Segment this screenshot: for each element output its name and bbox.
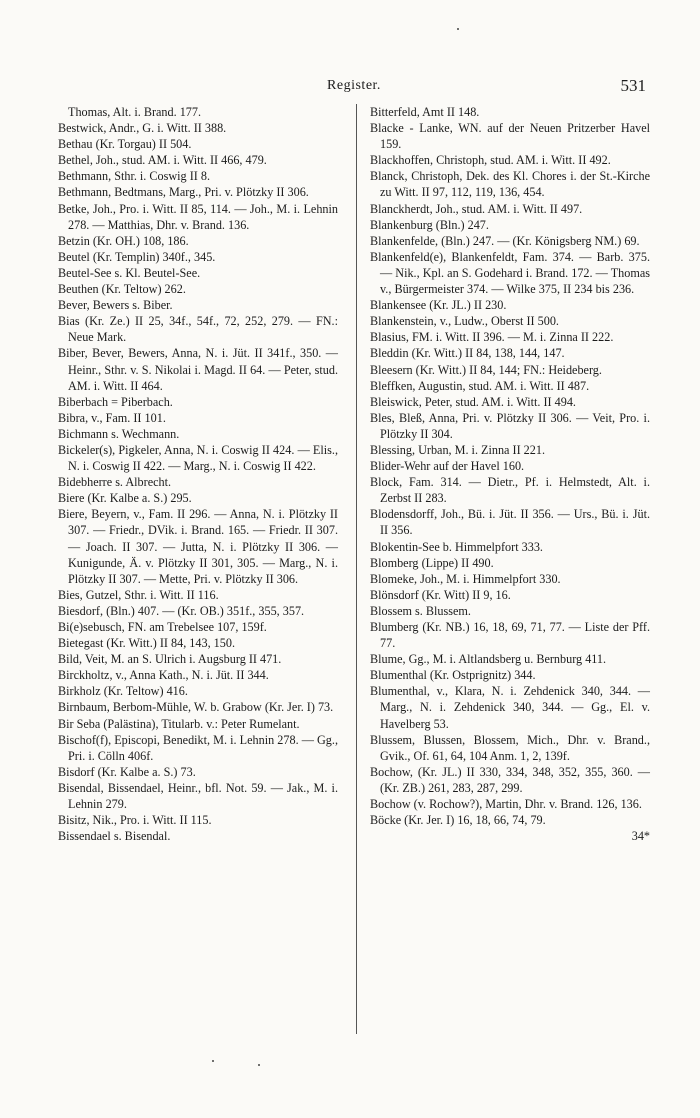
- index-entry: Bisitz, Nik., Pro. i. Witt. II 115.: [58, 813, 212, 828]
- index-entry: Biesdorf, (Bln.) 407. — (Kr. OB.) 351f., 355, 357.: [58, 603, 305, 618]
- index-entry: Bever, Bewers s. Biber.: [58, 298, 173, 313]
- index-entry: Bi(e)sebusch, FN. am Trebelsee 107, 159f.: [58, 620, 267, 634]
- signature-row: [370, 828, 650, 844]
- index-entry: Bleiswick, Peter, stud. AM. i. Witt. II 494.: [370, 394, 576, 409]
- index-entry: Böcke (Kr. Jer. I) 16, 18, 66, 74, 79.: [370, 813, 546, 828]
- index-entry: Biere, Beyern, v., Fam. II 296. — Anna, N. i. Plötzky II 307. — Friedr., DVik. i. Brand. 165. — Friedr. II 307. — Joach. II 307. — Jutta, N. i. Plötzky II 306. — Kunigunde, Ä. v. Plötzky II 301, 305. — Marg., N. i. Plötzky II 307. — Mette, Pri. v. Plötzky II 306.: [58, 507, 338, 586]
- index-entry: Bissendael s. Bisendal.: [58, 829, 171, 844]
- index-entry: Biber, Bever, Bewers, Anna, N. i. Jüt. II 341f., 350. — Heinr., Sthr. v. S. Nikolai i. Magd. II 64. — Peter, stud. AM. i. Witt. II 464.: [58, 346, 338, 393]
- index-entry: Blumenthal (Kr. Ostprignitz) 344.: [370, 668, 536, 683]
- index-entry: Blanck, Christoph, Dek. des Kl. Chores i. der St.-Kirche zu Witt. II 97, 112, 119, 136, 454.: [370, 169, 650, 200]
- index-entry: Blackhoffen, Christoph, stud. AM. i. Witt. II 492.: [370, 153, 611, 168]
- index-entry: Blodensdorff, Joh., Bü. i. Jüt. II 356. — Urs., Bü. i. Jüt. II 356.: [370, 507, 650, 538]
- printer-signature: 34*: [631, 829, 650, 844]
- index-entry: Bethel, Joh., stud. AM. i. Witt. II 466, 479.: [58, 153, 267, 168]
- index-entry: Blacke - Lanke, WN. auf der Neuen Pritzerber Havel 159.: [370, 121, 650, 152]
- speck-mark: [457, 28, 459, 30]
- index-entry: Bies, Gutzel, Sthr. i. Witt. II 116.: [58, 587, 219, 602]
- index-entry: Blume, Gg., M. i. Altlandsberg u. Bernburg 411.: [370, 652, 607, 667]
- index-entry: Birnbaum, Berbom-Mühle, W. b. Grabow (Kr. Jer. I) 73.: [58, 700, 334, 715]
- index-entry: Blankenfelde, (Bln.) 247. — (Kr. Königsberg NM.) 69.: [370, 233, 640, 248]
- index-entry: Bidebherre s. Albrecht.: [58, 475, 172, 490]
- index-entry: Bibra, v., Fam. II 101.: [58, 410, 166, 425]
- index-entry: Biberbach = Piberbach.: [58, 394, 173, 409]
- index-entry: Bickeler(s), Pigkeler, Anna, N. i. Coswig II 424. — Elis., N. i. Coswig II 422. — Marg., N. i. Coswig II 422.: [58, 442, 338, 474]
- column-divider: [356, 104, 357, 1034]
- running-title: Register.: [327, 78, 381, 93]
- index-entry: Bleddin (Kr. Witt.) II 84, 138, 144, 147.: [370, 346, 565, 361]
- index-entry: Betke, Joh., Pro. i. Witt. II 85, 114. — Joh., M. i. Lehnin 278. — Matthias, Dhr. v. Brand. 136.: [58, 201, 338, 232]
- index-entry: Bethau (Kr. Torgau) II 504.: [58, 137, 192, 152]
- index-entry: Bild, Veit, M. an S. Ulrich i. Augsburg II 471.: [58, 652, 282, 667]
- page-number: 531: [620, 76, 646, 95]
- index-entry: Bles, Bleß, Anna, Pri. v. Plötzky II 306. — Veit, Pro. i. Plötzky II 304.: [370, 410, 650, 441]
- index-entry: Bichmann s. Wechmann.: [58, 426, 180, 441]
- index-entry: Blasius, FM. i. Witt. II 396. — M. i. Zinna II 222.: [370, 330, 614, 345]
- index-entry: Biere (Kr. Kalbe a. S.) 295.: [58, 491, 192, 506]
- index-entry: Bethmann, Sthr. i. Coswig II 8.: [58, 169, 211, 184]
- index-entry: Blumberg (Kr. NB.) 16, 18, 69, 71, 77. — Liste der Pff. 77.: [370, 620, 650, 651]
- right-column: [370, 104, 650, 844]
- index-entry: Bestwick, Andr., G. i. Witt. II 388.: [58, 121, 227, 136]
- index-entry: Blankenstein, v., Ludw., Oberst II 500.: [370, 314, 559, 329]
- index-entry: Beutel (Kr. Templin) 340f., 345.: [58, 249, 216, 264]
- index-entry: Thomas, Alt. i. Brand. 177.: [68, 105, 202, 119]
- index-entry: Blomeke, Joh., M. i. Himmelpfort 330.: [370, 571, 561, 586]
- index-entry: Bisendal, Bissendael, Heinr., bfl. Not. 59. — Jak., M. i. Lehnin 279.: [58, 780, 338, 812]
- index-entry: Birkholz (Kr. Teltow) 416.: [58, 684, 188, 699]
- index-entry: Bias (Kr. Ze.) II 25, 34f., 54f., 72, 252, 279. — FN.: Neue Mark.: [58, 314, 338, 345]
- index-entry: Blider-Wehr auf der Havel 160.: [370, 459, 525, 474]
- page-header: [58, 78, 650, 102]
- index-entry: Blussem, Blussen, Blossem, Mich., Dhr. v. Brand., Gvik., Of. 61, 64, 104 Anm. 1, 2, 139f.: [370, 732, 650, 763]
- index-entry: Blönsdorf (Kr. Witt) II 9, 16.: [370, 587, 511, 602]
- index-entry: Bochow (v. Rochow?), Martin, Dhr. v. Brand. 126, 136.: [370, 797, 642, 812]
- index-entry: Bir Seba (Palästina), Titularb. v.: Peter Rumelant.: [58, 716, 300, 731]
- index-entry: Blessing, Urban, M. i. Zinna II 221.: [370, 442, 546, 457]
- index-entry: Blankenfeld(e), Blankenfeldt, Fam. 374. — Barb. 375. — Nik., Kpl. an S. Godehard i. Brand. 172. — Thomas v., Bürgermeister 374. — Wilke 375, II 234 bis 236.: [370, 249, 650, 297]
- index-entry: Beuthen (Kr. Teltow) 262.: [58, 282, 186, 297]
- speck-mark: [212, 1060, 214, 1062]
- index-entry: Bochow, (Kr. JL.) II 330, 334, 348, 352, 355, 360. — (Kr. ZB.) 261, 283, 287, 299.: [370, 764, 650, 795]
- index-entry: Block, Fam. 314. — Dietr., Pf. i. Helmstedt, Alt. i. Zerbst II 283.: [370, 475, 650, 506]
- index-entry: Blomberg (Lippe) II 490.: [370, 555, 494, 570]
- index-entry: Beutel-See s. Kl. Beutel-See.: [58, 265, 201, 280]
- index-entry: Birckholtz, v., Anna Kath., N. i. Jüt. II 344.: [58, 668, 269, 683]
- index-entry: Blankensee (Kr. JL.) II 230.: [370, 298, 507, 313]
- index-entry: Betzin (Kr. OH.) 108, 186.: [58, 233, 189, 248]
- index-entry: Bethmann, Bedtmans, Marg., Pri. v. Plötzky II 306.: [58, 185, 309, 200]
- index-entry: Blumenthal, v., Klara, N. i. Zehdenick 340, 344. — Marg., N. i. Zehdenick 340, 344. — Gg., El. v. Havelberg 53.: [370, 684, 650, 731]
- index-entry: Bleffken, Augustin, stud. AM. i. Witt. II 487.: [370, 378, 590, 393]
- left-column: [58, 104, 338, 844]
- index-entry: Blossem s. Blussem.: [370, 603, 471, 618]
- index-entry: Bischof(f), Episcopi, Benedikt, M. i. Lehnin 278. — Gg., Pri. i. Cölln 406f.: [58, 732, 338, 763]
- speck-mark: [258, 1064, 260, 1066]
- index-entry: Blokentin-See b. Himmelpfort 333.: [370, 539, 543, 554]
- index-entry: Bitterfeld, Amt II 148.: [370, 105, 480, 119]
- index-entry: Bisdorf (Kr. Kalbe a. S.) 73.: [58, 764, 196, 779]
- index-entry: Blanckherdt, Joh., stud. AM. i. Witt. II 497.: [370, 201, 583, 216]
- index-entry: Blankenburg (Bln.) 247.: [370, 217, 489, 232]
- index-entry: Bietegast (Kr. Witt.) II 84, 143, 150.: [58, 636, 235, 651]
- index-entry: Bleesern (Kr. Witt.) II 84, 144; FN.: Heideberg.: [370, 362, 602, 377]
